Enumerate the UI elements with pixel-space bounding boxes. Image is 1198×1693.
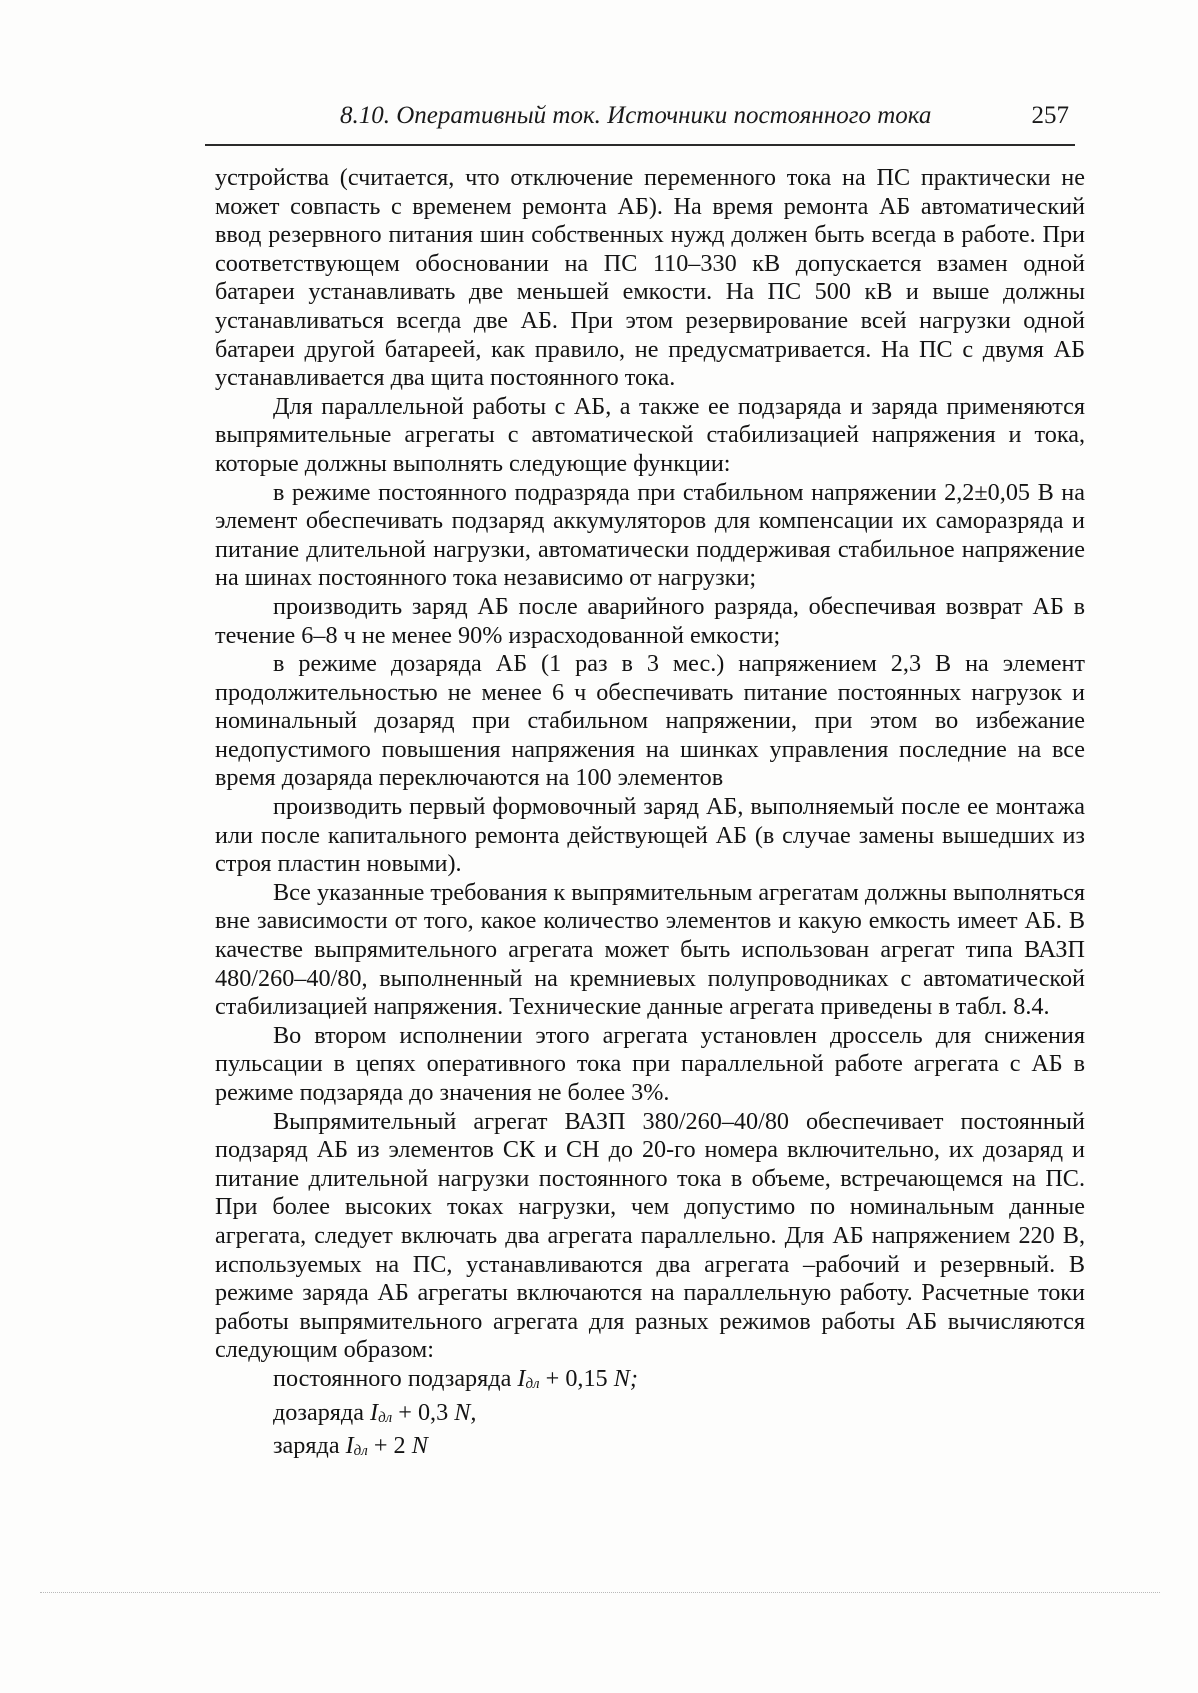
formula-label: постоянного подзаряда	[273, 1364, 512, 1392]
formula-line	[273, 1432, 1085, 1466]
formula-var: N	[411, 1432, 428, 1460]
formula-symbol: I	[517, 1364, 526, 1392]
header-rule	[205, 144, 1075, 146]
formula-subscript: дл	[378, 1409, 393, 1426]
formula-subscript: дл	[353, 1443, 368, 1460]
formula-line	[273, 1399, 1085, 1433]
paragraph: Для параллельной работы с АБ, а также ее подзаряда и заряда применяются выпрямительные агрегаты с автоматической стабилизацией напряжения и тока, которые должны выполнять следующие функции:	[215, 392, 1085, 477]
formula-rest: + 2	[367, 1432, 412, 1460]
formula-var: N	[613, 1364, 630, 1392]
formula-rest: + 0,15	[539, 1364, 614, 1392]
formula-label: заряда	[273, 1432, 340, 1460]
page-number: 257	[1031, 102, 1069, 129]
formula-symbol: I	[345, 1432, 354, 1460]
paragraph: Все указанные требования к выпрямительным агрегатам должны выполняться вне зависимости от того, какое количество элементов и какую емкость имеет АБ. В качестве выпрямительного агрегата может быть использован агрегат типа ВАЗП 480/260–40/80, выполненный на кремниевых полупроводниках с автоматической стабилизацией напряжения. Технические данные агрегата приведены в табл. 8.4.	[215, 878, 1085, 1021]
formula-label: дозаряда	[273, 1398, 364, 1426]
formula-tail: ;	[629, 1364, 638, 1392]
formula-line	[273, 1365, 1085, 1399]
list-item: производить первый формовочный заряд АБ, выполняемый после ее монтажа или после капитального ремонта действующей АБ (в случае замены вышедших из строя пластин новыми).	[215, 793, 1085, 878]
list-item: в режиме постоянного подразряда при стабильном напряжении 2,2±0,05 В на элемент обеспечивать подзаряд аккумуляторов для компенсации их саморазряда и питание длительной нагрузки, автоматически поддерживая стабильное напряжение на шинах постоянного тока независимо от нагрузки;	[215, 478, 1085, 592]
formula-tail: ,	[470, 1398, 477, 1426]
paragraph: Выпрямительный агрегат ВАЗП 380/260–40/80 обеспечивает постоянный подзаряд АБ из элементов СК и СН до 20-го номера включительно, их дозаряд и питание длительной нагрузки постоянного тока в объеме, встречающемся на ПС. При более высоких токах нагрузки, чем допустимо по номинальным данные агрегата, следует включать два агрегата параллельно. Для АБ напряжением 220 В, используемых на ПС, устанавливаются два агрегата –рабочий и резервный. В режиме заряда АБ агрегаты включаются на параллельную работу. Расчетные токи работы выпрямительного агрегата для разных режимов работы АБ вычисляются следующим образом:	[215, 1107, 1085, 1364]
formula-var: N	[454, 1398, 471, 1426]
formula-subscript: дл	[525, 1375, 540, 1392]
formula-symbol: I	[370, 1398, 379, 1426]
body-text	[215, 164, 1085, 1466]
footer-dotted-rule	[40, 1592, 1160, 1593]
paragraph: Во втором исполнении этого агрегата установлен дроссель для снижения пульсации в цепях оперативного тока при параллельной работе агрегата с АБ в режиме подзаряда до значения не более 3%.	[215, 1021, 1085, 1106]
header-title: 8.10. Оперативный ток. Источники постоянного тока	[340, 102, 932, 129]
paragraph: устройства (считается, что отключение переменного тока на ПС практически не может совпасть с временем ремонта АБ). На время ремонта АБ автоматический ввод резервного питания шин собственных нужд должен быть всегда в работе. При соответствующем обосновании на ПС 110–330 кВ допускается взамен одной батареи устанавливать две меньшей емкости. На ПС 500 кВ и выше должны устанавливаться всегда две АБ. При этом резервирование всей нагрузки одной батареи другой батареей, как правило, не предусматривается. На ПС с двумя АБ устанавливается два щита постоянного тока.	[215, 164, 1085, 392]
formula-rest: + 0,3	[392, 1398, 455, 1426]
list-item: производить заряд АБ после аварийного разряда, обеспечивая возврат АБ в течение 6–8 ч не менее 90% израсходованной емкости;	[215, 592, 1085, 649]
list-item: в режиме дозаряда АБ (1 раз в 3 мес.) напряжением 2,3 В на элемент продолжительностью не менее 6 ч обеспечивать питание постоянных нагрузок и номинальный дозаряд при стабильном напряжении, при этом во избежание недопустимого повышения напряжения на шинках управления последние на все время дозаряда переключаются на 100 элементов	[215, 650, 1085, 792]
running-header	[205, 100, 1075, 146]
